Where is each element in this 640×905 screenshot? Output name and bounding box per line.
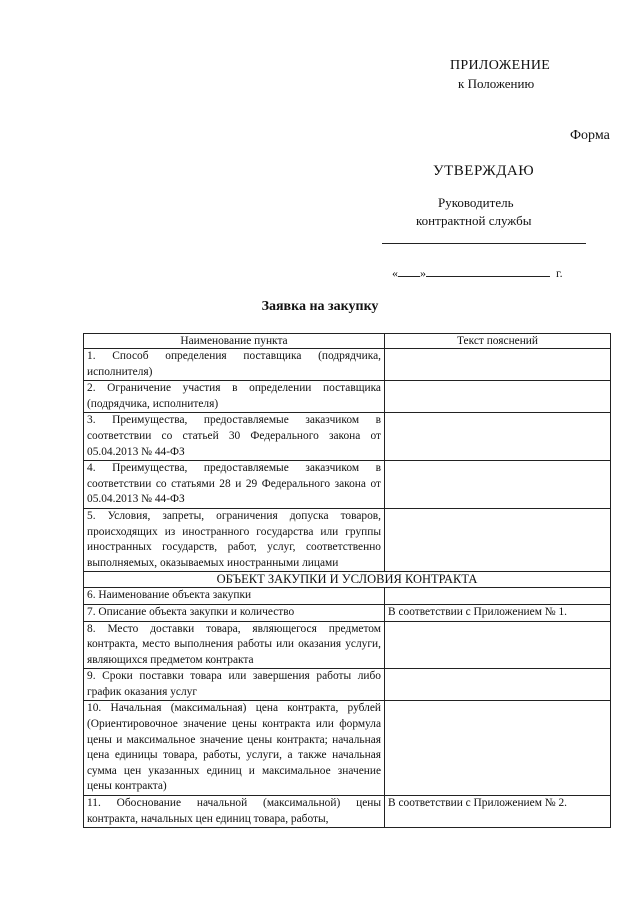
table-row	[84, 381, 611, 413]
section-title: ОБЪЕКТ ЗАКУПКИ И УСЛОВИЯ КОНТРАКТА	[84, 572, 611, 588]
row-item-name: 9. Сроки поставки товара или завершения работы либо график оказания услуг	[84, 669, 385, 701]
form-label: Форма	[570, 128, 610, 143]
year-suffix: г.	[556, 266, 563, 280]
row-explanation	[385, 349, 611, 381]
table-row	[84, 349, 611, 381]
row-item-name: 3. Преимущества, предоставляемые заказчиком в соответствии со статьей 30 Федерального закона от 05.04.2013 № 44-ФЗ	[84, 413, 385, 461]
column-header-item: Наименование пункта	[84, 334, 385, 349]
row-explanation	[385, 381, 611, 413]
row-explanation: В соответствии с Приложением № 1.	[385, 604, 611, 621]
table-row	[84, 413, 611, 461]
row-item-name: 4. Преимущества, предоставляемые заказчиком в соответствии со статьями 28 и 29 Федерального закона от 05.04.2013 № 44-ФЗ	[84, 461, 385, 509]
row-item-name: 11. Обоснование начальной (максимальной) цены контракта, начальных цен единиц товара, работы,	[84, 796, 385, 828]
approver-title-line2: контрактной службы	[416, 213, 532, 228]
row-explanation: В соответствии с Приложением № 2.	[385, 796, 611, 828]
approval-heading: УТВЕРЖДАЮ	[433, 163, 535, 179]
table-row	[84, 669, 611, 701]
appendix-title: ПРИЛОЖЕНИЕ	[450, 58, 551, 73]
row-item-name: 7. Описание объекта закупки и количество	[84, 604, 385, 621]
table-header-row	[84, 334, 611, 349]
row-item-name: 6. Наименование объекта закупки	[84, 588, 385, 605]
document-title: Заявка на закупку	[261, 299, 379, 314]
table-row	[84, 588, 611, 605]
row-explanation	[385, 461, 611, 509]
row-item-name: 10. Начальная (максимальная) цена контракта, рублей (Ориентировочное значение цены контракта или формула цены и максимальное значение цены контракта; начальная цена единицы товара, работы, услуги, а также начальная сумма цен указанных единиц и максимальное значение цены контракта)	[84, 701, 385, 796]
row-explanation	[385, 413, 611, 461]
date-open-quote: «	[392, 266, 398, 280]
date-close-quote: »	[420, 266, 426, 280]
table-row	[84, 508, 611, 571]
day-blank	[398, 265, 420, 277]
row-explanation	[385, 701, 611, 796]
appendix-subtitle: к Положению	[458, 76, 535, 91]
row-item-name: 1. Способ определения поставщика (подрядчика, исполнителя)	[84, 349, 385, 381]
row-explanation	[385, 508, 611, 571]
section-row	[84, 572, 611, 588]
table-row	[84, 796, 611, 828]
table-row	[84, 701, 611, 796]
row-explanation	[385, 621, 611, 669]
row-item-name: 5. Условия, запреты, ограничения допуска товаров, происходящих из иностранного государства или группы иностранных государств, работ, услуг, соответственно выполняемых, оказываемых иностранными лицами	[84, 508, 385, 571]
approver-title-line1: Руководитель	[438, 195, 514, 210]
row-explanation	[385, 588, 611, 605]
request-table	[83, 333, 611, 828]
table-row	[84, 621, 611, 669]
row-explanation	[385, 669, 611, 701]
date-line	[392, 265, 563, 281]
row-item-name: 2. Ограничение участия в определении поставщика (подрядчика, исполнителя)	[84, 381, 385, 413]
column-header-explanation: Текст пояснений	[385, 334, 611, 349]
row-item-name: 8. Место доставки товара, являющегося предметом контракта, место выполнения работы или оказания услуги, являющихся предметом контракта	[84, 621, 385, 669]
signature-line	[382, 243, 586, 244]
month-year-blank	[426, 265, 550, 277]
table-row	[84, 461, 611, 509]
table-row	[84, 604, 611, 621]
